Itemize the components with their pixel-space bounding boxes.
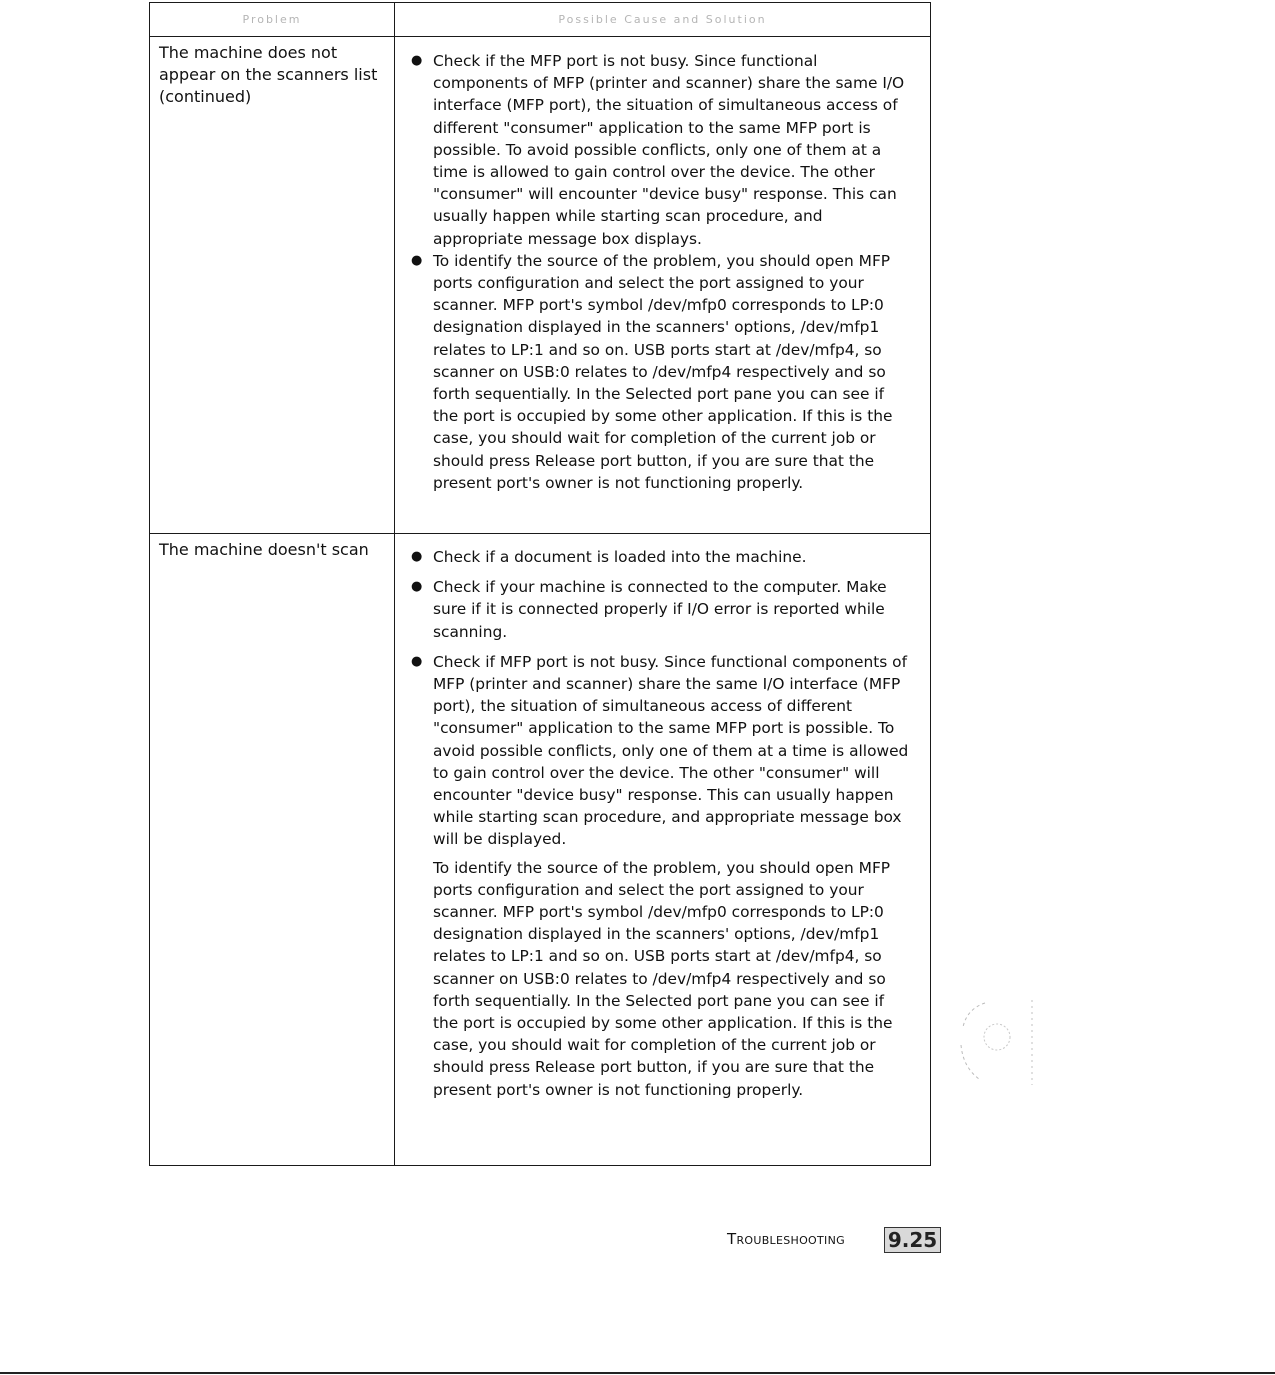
table-row xyxy=(150,534,931,1166)
page-number: 9.25 xyxy=(884,1227,941,1253)
bullet-dot-icon: ● xyxy=(411,252,423,268)
bullet-dot-icon: ● xyxy=(411,579,423,595)
bullet-dot-icon: ● xyxy=(411,653,423,669)
table-header-row xyxy=(150,3,931,37)
list-item xyxy=(411,50,912,250)
problem-text: The machine doesn't scan xyxy=(159,540,369,559)
bottom-divider xyxy=(0,1372,1275,1374)
problem-cell xyxy=(150,37,395,534)
punch-hole-mark-icon xyxy=(955,995,1035,1090)
solution-list xyxy=(411,546,912,851)
header-solution: Possible Cause and Solution xyxy=(395,3,931,37)
header-problem: Problem xyxy=(150,3,395,37)
solution-list xyxy=(411,50,912,494)
table-row xyxy=(150,37,931,534)
solution-text: Check if a document is loaded into the machine. xyxy=(433,548,807,566)
solution-cell xyxy=(395,37,931,534)
solution-continuation: To identify the source of the problem, you should open MFP ports configuration and select the port assigned to your scanner. MFP port's symbol /dev/mfp0 corresponds to LP:0 designation displayed in the scanners' options, /dev/mfp1 relates to LP:1 and so on. USB ports start at /dev/mfp4, so scanner on USB:0 relates to /dev/mfp4 respectively and so forth sequentially. In the Selected port pane you can see if the port is occupied by some other application. If this is the case, you should wait for completion of the current job or should press Release port button, if you are sure that the present port's owner is not functioning properly. xyxy=(433,858,893,1099)
solution-text: To identify the source of the problem, you should open MFP ports configuration and select the port assigned to your scanner. MFP port's symbol /dev/mfp0 corresponds to LP:0 designation displayed in the scanners' options, /dev/mfp1 relates to LP:1 and so on. USB ports start at /dev/mfp4, so scanner on USB:0 relates to /dev/mfp4 respectively and so forth sequentially. In the Selected port pane you can see if the port is occupied by some other application. If this is the case, you should wait for completion of the current job or should press Release port button, if you are sure that the present port's owner is not functioning properly. xyxy=(433,251,893,492)
problem-cell xyxy=(150,534,395,1166)
solution-text: Check if the MFP port is not busy. Since functional components of MFP (printer and scanner) share the same I/O interface (MFP port), the situation of simultaneous access of different "consumer" application to the same MFP port is possible. To avoid possible conflicts, only one of them at a time is allowed to gain control over the device. The other "consumer" will encounter "device busy" response. This can usually happen while starting scan procedure, and appropriate message box displays. xyxy=(433,52,905,248)
list-item xyxy=(411,576,912,643)
problem-text: The machine does not appear on the scanners list (continued) xyxy=(159,43,378,106)
bullet-dot-icon: ● xyxy=(411,53,423,68)
troubleshooting-table xyxy=(149,2,931,1166)
solution-cell xyxy=(395,534,931,1166)
list-item xyxy=(411,546,912,568)
bullet-dot-icon: ● xyxy=(411,549,423,564)
list-item xyxy=(411,250,912,494)
solution-text: Check if your machine is connected to the computer. Make sure if it is connected properly if I/O error is reported while scanning. xyxy=(433,578,887,641)
section-label: Troubleshooting xyxy=(727,1230,845,1248)
solution-text: Check if MFP port is not busy. Since functional components of MFP (printer and scanner) share the same I/O interface (MFP port), the situation of simultaneous access of different "consumer" application to the same MFP port is possible. To avoid possible conflicts, only one of them at a time is allowed to gain control over the device. The other "consumer" will encounter "device busy" response. This can usually happen while starting scan procedure, and appropriate message box will be displayed. xyxy=(433,652,909,849)
list-item xyxy=(411,651,912,851)
